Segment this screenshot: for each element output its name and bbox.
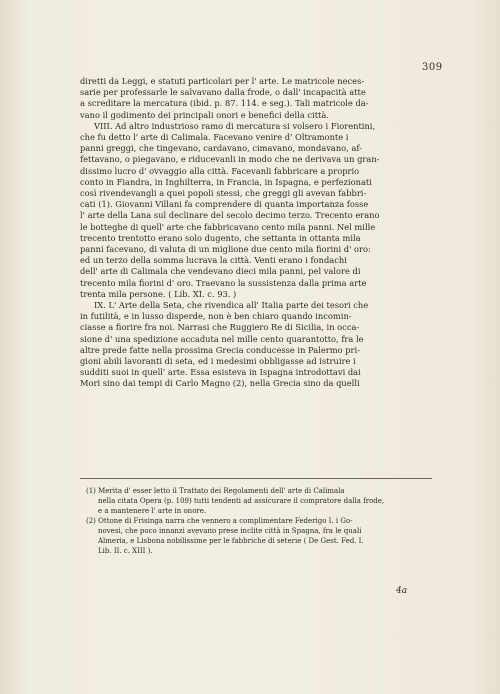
footnote-line: e a mantenere l' arte in onore. xyxy=(98,507,207,515)
text-line: vano il godimento dei principali onori e benefici della città. xyxy=(80,109,329,120)
text-line: altre prede fatte nella prossima Grecia conducesse in Palermo pri- xyxy=(80,344,360,355)
main-text xyxy=(80,76,432,390)
footnote-line: (2) Ottone di Frisinga narra che vennero a complimentare Federigo I. i Go- xyxy=(86,517,353,525)
paragraph-start: IX. L' Arte della Seta, che rivendica all' Italia parte dei tesori che xyxy=(94,300,369,311)
text-line: che fu detto l' arte di Calimala. Facevano venire d' Oltramonte i xyxy=(80,132,349,143)
text-line: così rivendevangli a quei popoli stessi, che greggi gli avevan fabbri- xyxy=(80,188,367,199)
text-line: panni facevano, di valuta di un miglione due cento mila fiorini d' oro: xyxy=(80,244,371,255)
text-line: ed un terzo della somma lucrava la città. Venti erano i fondachi xyxy=(80,255,347,266)
footnote-line: Lib. II. c. XIII ). xyxy=(98,547,153,555)
text-line: sarie per professarle le salvavano dalla frode, o dall' incapacità atte xyxy=(80,87,366,98)
text-line: a screditare la mercatura (ibid. p. 87. 114. e seg.). Tali matricole da- xyxy=(80,98,369,109)
text-line: le botteghe di quell' arte che fabbricavano cento mila panni. Nel mille xyxy=(80,221,376,232)
text-line: trecento trentotto erano solo dugento, che settanta in ottanta mila xyxy=(80,232,361,243)
text-line: trecento mila fiorini d' oro. Traevano la sussistenza dalla prima arte xyxy=(80,277,367,288)
text-line: trenta mila persone. ( Lib. XI. c. 93. ) xyxy=(80,288,237,299)
text-line: conto in Fiandra, in Inghilterra, in Francia, in Ispagna, e perfezionati xyxy=(80,176,372,187)
text-line: diretti da Leggi, e statuti particolari per l' arte. Le matricole neces- xyxy=(80,76,365,86)
text-line: sudditi suoi in quell' arte. Essa esisteva in Ispagna introdottavi dai xyxy=(80,367,361,378)
text-line: dell' arte di Calimala che vendevano dieci mila panni, pel valore di xyxy=(80,266,361,277)
footnote-line: novesi, che poco innanzi avevano prese inclite città in Spagna, fra le quali xyxy=(98,527,362,535)
footnote-line: (1) Merita d' esser letto il Trattato dei Regolamenti dell' arte di Calimala xyxy=(86,487,345,495)
page-number: 309 xyxy=(422,62,443,73)
footnote-line: nella citata Opera (p. 109) tutti tendenti ad assicurare il compratore dalla frode, xyxy=(98,497,385,505)
text-line: gioni abili lavoranti di seta, ed i medesimi obbligasse ad istruire i xyxy=(80,356,356,367)
footnotes xyxy=(86,486,432,556)
text-line: in futilità, e in lusso disperde, non è ben chiaro quando incomin- xyxy=(80,311,352,322)
text-line: l' arte della Lana sul declinare del secolo decimo terzo. Trecento erano xyxy=(80,210,380,221)
text-line: Mori sino dai tempi di Carlo Magno (2), nella Grecia sino da quelli xyxy=(80,378,360,389)
signature-mark: 4a xyxy=(396,586,408,596)
text-line: ciasse a fiorire fra noi. Narrasi che Ruggiero Re di Sicilia, in occa- xyxy=(80,322,360,333)
text-line: cati (1). Giovanni Villani fa comprendere di quanta importanza fosse xyxy=(80,199,369,210)
footnote-divider xyxy=(80,478,432,479)
paragraph-start: VIII. Ad altro industrioso ramo di mercatura si volsero i Fiorentini, xyxy=(94,120,376,131)
text-line: fettavano, o piegavano, e riducevanli in modo che ne derivava un gran- xyxy=(80,154,380,165)
footnote-line: Almeria, e Lisbona nobilissime per le fabbriche di seterie ( De Gest. Fed. I. xyxy=(98,537,364,545)
text-line: sione d' una spedizione accaduta nel mille cento quarantotto, fra le xyxy=(80,333,364,344)
text-line: panni greggi, che tingevano, cardavano, cimavano, mondavano, af- xyxy=(80,143,362,154)
text-line: dissimo lucro d' ovvaggio alla città. Facevanli fabbricare a proprio xyxy=(80,165,360,176)
